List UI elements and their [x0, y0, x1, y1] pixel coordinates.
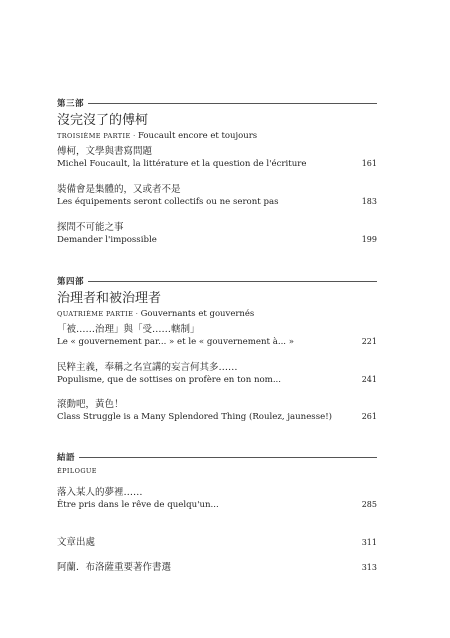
page-number: 285: [361, 500, 377, 509]
part-label: 第四部: [57, 275, 88, 287]
page-number: 183: [361, 197, 377, 206]
part-subtitle-caps: QUATRIÈME PARTIE ·: [57, 310, 139, 318]
part-subtitle-french: Gouvernants et gouvernés: [140, 309, 255, 319]
page-number: 241: [361, 375, 377, 384]
part-four-header: [57, 275, 377, 319]
part-title: 治理者和被治理者: [57, 291, 162, 306]
part-label: 結語: [57, 451, 79, 463]
entry-title-zh: 文章出處: [57, 537, 96, 548]
entry-title-zh: 「被……治理」與「受……轄制」: [57, 324, 200, 335]
entry-title-zh: 阿蘭．布洛薩重要著作書選: [57, 562, 172, 573]
toc-entry[interactable]: [57, 486, 377, 511]
toc-entry[interactable]: [57, 183, 377, 208]
page-number: 199: [361, 235, 377, 244]
part-title: 沒完沒了的傅柯: [57, 113, 149, 128]
entry-title-fr: Être pris dans le rêve de quelqu'un...: [57, 500, 219, 510]
entry-title-zh: 傅柯，文學與書寫問題: [57, 146, 153, 157]
toc-entry[interactable]: [57, 398, 377, 423]
entry-title-fr: Populisme, que de sottises on profère en ton nom...: [57, 375, 282, 385]
page-number: 311: [361, 538, 377, 547]
toc-entry[interactable]: [57, 323, 377, 348]
part-three-header: [57, 97, 377, 141]
divider: [57, 457, 377, 458]
entry-title-zh: 滾動吧，黃色！: [57, 399, 124, 410]
page-number: 161: [361, 159, 377, 168]
toc-entry[interactable]: [57, 145, 377, 170]
page-number: 313: [361, 563, 377, 572]
part-subtitle-caps: ÉPILOGUE: [57, 467, 97, 475]
page-number: 261: [361, 412, 377, 421]
part-subtitle-french: Foucault encore et toujours: [137, 131, 258, 141]
divider: [57, 281, 377, 282]
entry-title-fr: Class Struggle is a Many Splendored Thing (Roulez, jaunesse!): [57, 412, 332, 422]
part-subtitle-caps: TROISIÈME PARTIE ·: [57, 132, 136, 140]
entry-title-fr: Michel Foucault, la littérature et la question de l'écriture: [57, 159, 307, 169]
epilogue-header: [57, 451, 377, 476]
entry-title-fr: Les équipements seront collectifs ou ne seront pas: [57, 197, 279, 207]
toc-entry[interactable]: [57, 536, 377, 549]
part-subtitle: [57, 309, 377, 319]
divider: [57, 103, 377, 104]
entry-title-zh: 裝備會是集體的，又或者不是: [57, 184, 181, 195]
part-subtitle: [57, 466, 377, 476]
toc-entry[interactable]: [57, 221, 377, 246]
entry-title-zh: 落入某人的夢裡……: [57, 487, 143, 498]
page-number: 221: [361, 337, 377, 346]
toc-entry[interactable]: [57, 361, 377, 386]
entry-title-zh: 探問不可能之事: [57, 222, 124, 233]
part-label: 第三部: [57, 97, 88, 109]
entry-title-fr: Le « gouvernement par... » et le « gouvernement à... »: [57, 337, 295, 347]
entry-title-zh: 民粹主義，奉稱之名宣講的妄言何其多……: [57, 362, 238, 373]
toc-entry[interactable]: [57, 561, 377, 574]
entry-title-fr: Demander l'impossible: [57, 235, 157, 245]
part-subtitle: [57, 131, 377, 141]
